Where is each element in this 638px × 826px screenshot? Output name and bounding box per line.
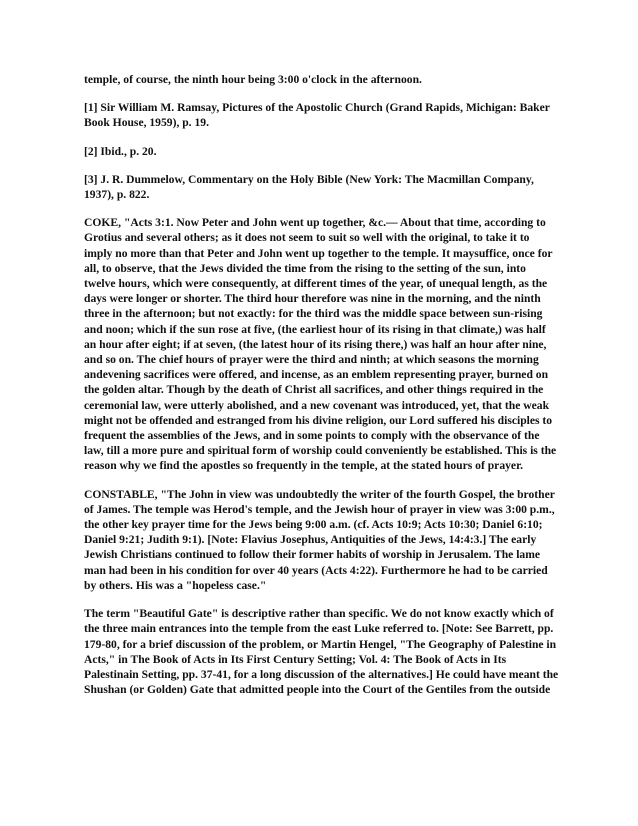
beautiful-gate-paragraph: The term "Beautiful Gate" is descriptive rather than specific. We do not know exactly which of the three main entrances into the temple from the east Luke referred to. [Note: See Barrett, pp. 179-80, for a brief discussion of the problem, or Martin Hengel, "The Geography of Palestine in Acts," in The Book of Acts in Its First Century Setting; Vol. 4: The Book of Acts in Its Palestinain Setting, pp. 37-41, for a long discussion of the alternatives.] He could have meant the Shushan (or Golden) Gate that admitted people into the Court of the Gentiles from the outside xyxy=(84,607,559,697)
footnote-2: [2] Ibid., p. 20. xyxy=(84,144,157,158)
coke-commentary-paragraph: COKE, "Acts 3:1. Now Peter and John went up together, &c.— About that time, according to Grotius and several others; as it does not seem to suit so well with the original, to take it to imply no more than that Peter and John went up together to the temple. It maysuffice, once for all, to observe, that the Jews divided the time from the rising to the setting of the sun, into twelve hours, which were consequently, at different times of the year, of unequal length, as the days were longer or shorter. The third hour therefore was nine in the morning, and the ninth three in the afternoon; but not exactly: for the third was the middle space between sun-rising and noon; which if the sun rose at five, (the earliest hour of its rising in that climate,) was half an hour after eight; if at seven, (the latest hour of its rising there,) was half an hour after nine, and so on. The chief hours of prayer were the third and ninth; at which seasons the morning andevening sacrifices were offered, and incense, as an emblem representing prayer, burned on the golden altar. Though by the death of Christ all sacrifices, and other things required in the ceremonial law, were utterly abolished, and a new covenant was introduced, yet, that the weak might not be offended and estranged from his divine religion, our Lord suffered his disciples to frequent the assemblies of the Jews, and in some points to comply with the observance of the law, till a more pure and spiritual form of worship could conveniently be established. This is the reason why we find the apostles so frequently in the temple, at the stated hours of prayer. xyxy=(84,216,557,473)
text-paragraph: temple, of course, the ninth hour being 3:00 o'clock in the afternoon. xyxy=(84,73,422,86)
footnote-1: [1] Sir William M. Ramsay, Pictures of the Apostolic Church (Grand Rapids, Michigan: Baker Book House, 1959), p. 19. xyxy=(84,101,550,130)
footnote-3: [3] J. R. Dummelow, Commentary on the Holy Bible (New York: The Macmillan Company, 1937), p. 822. xyxy=(84,172,534,202)
document-page xyxy=(84,72,560,697)
constable-commentary-paragraph: CONSTABLE, "The John in view was undoubtedly the writer of the fourth Gospel, the brother of James. The temple was Herod's temple, and the Jewish hour of prayer in view was 3:00 p.m., the other key prayer time for the Jews being 9:00 a.m. (cf. Acts 10:9; Acts 10:30; Daniel 6:10; Daniel 9:21; Judith 9:1). [Note: Flavius Josephus, Antiquities of the Jews, 14:4:3.] The early Jewish Christians continued to follow their former habits of worship in Jerusalem. The lame man had been in his condition for over 40 years (Acts 4:22). Furthermore he had to be carried by others. His was a "hopeless case." xyxy=(84,487,555,592)
